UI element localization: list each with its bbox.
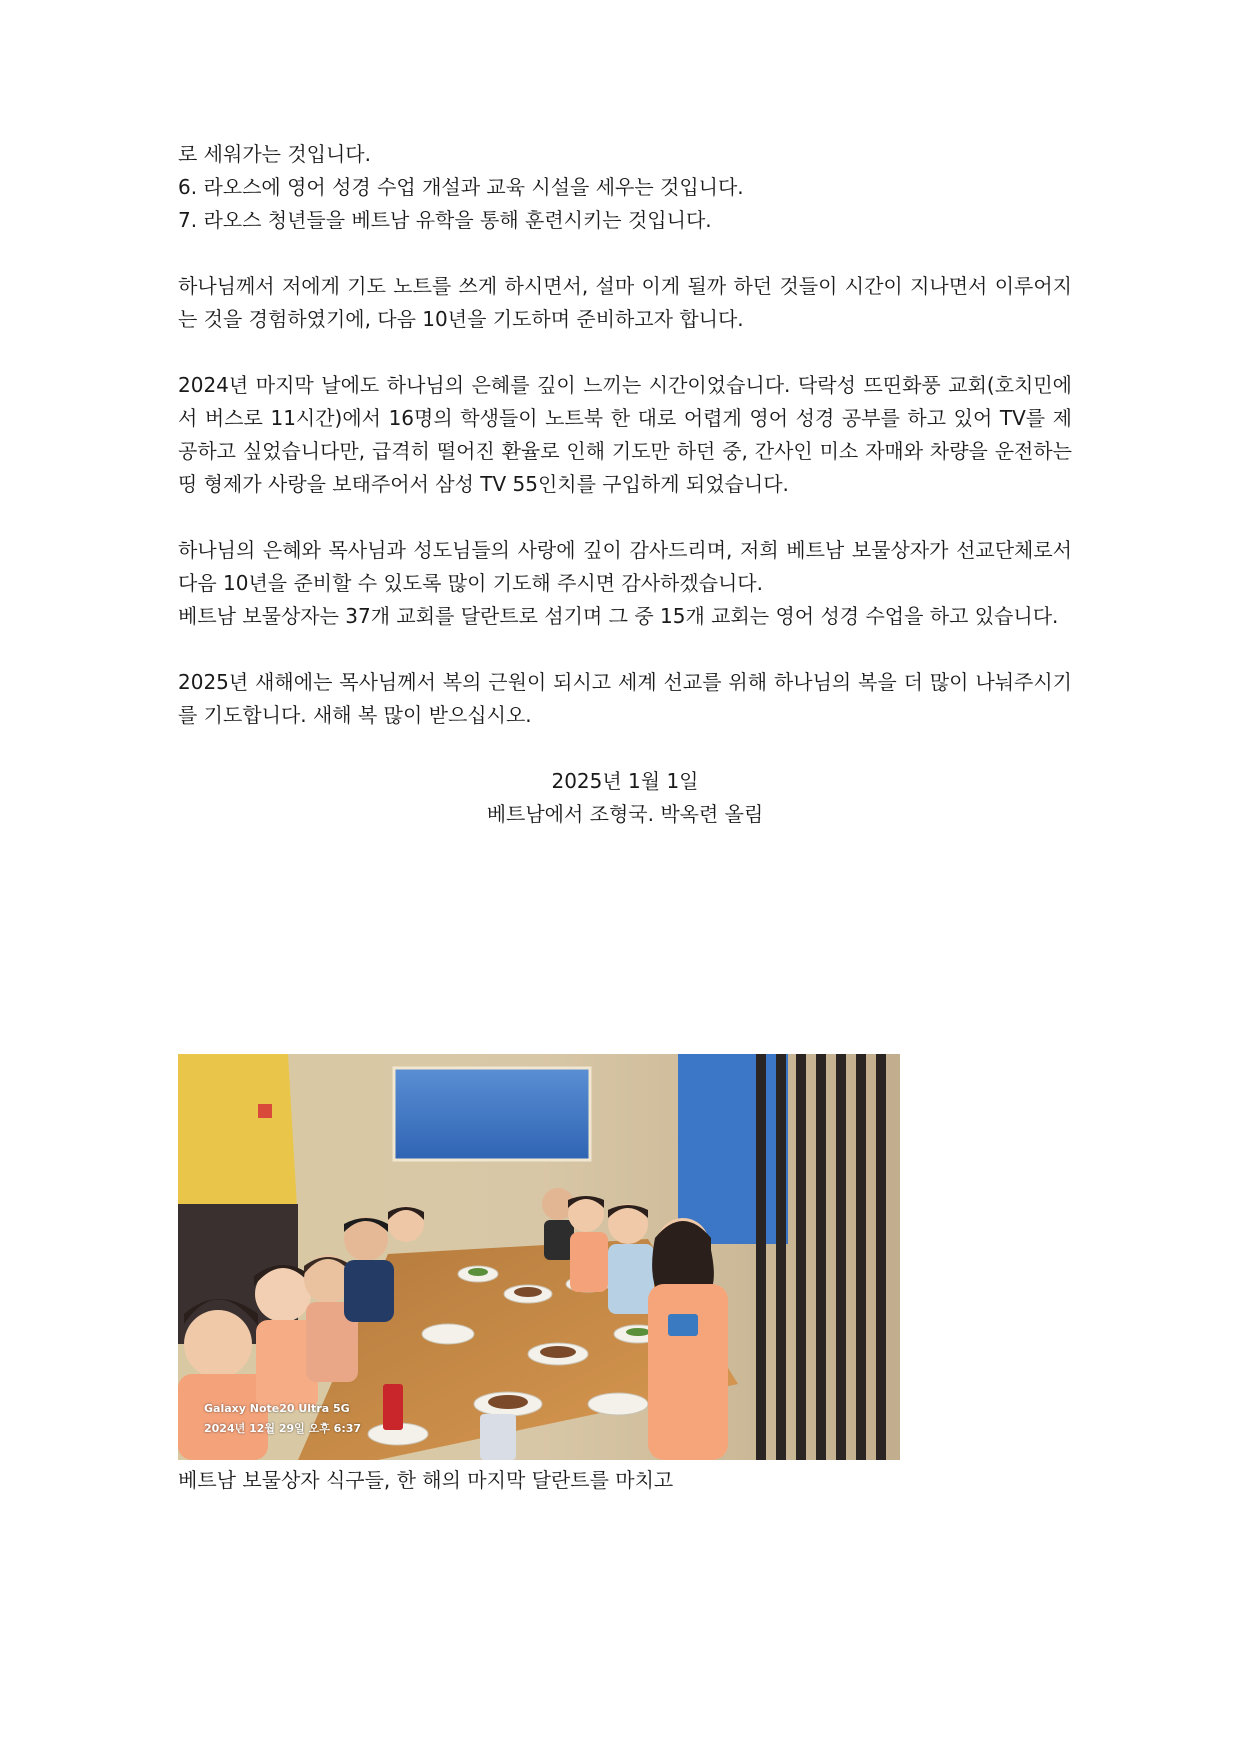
letter-date: 2025년 1월 1일	[551, 769, 699, 793]
list-line-continuation: 로 세워가는 것입니다.	[178, 142, 371, 166]
paragraph-gap	[178, 336, 1072, 369]
paragraph-last-day-2024: 2024년 마지막 날에도 하나님의 은혜를 깊이 느끼는 시간이었습니다. 닥락성 뜨띤화풍 교회(호치민에서 버스로 11시간)에서 16명의 학생들이 노트북 한 대로 어렵게 영어 성경 공부를 하고 있어 TV를 제공하고 싶었습니다만, 급격히 떨어진 환율로 인해 기도만 하던 중, 간사인 미소 자매와 차량을 운전하는 띵 형제가 사랑을 보태주어서 삼성 TV 55인치를 구입하게 되었습니다.	[178, 373, 1072, 496]
photo-watermark-device: Galaxy Note20 Ultra 5G	[204, 1402, 350, 1415]
paragraph-churches: 베트남 보물상자는 37개 교회를 달란트로 섬기며 그 중 15개 교회는 영어 성경 수업을 하고 있습니다.	[178, 604, 1059, 628]
list-item-7: 7. 라오스 청년들을 베트남 유학을 통해 훈련시키는 것입니다.	[178, 208, 712, 232]
paragraph-thanks: 하나님의 은혜와 목사님과 성도님들의 사랑에 깊이 감사드리며, 저희 베트남 보물상자가 선교단체로서 다음 10년을 준비할 수 있도록 많이 기도해 주시면 감사하겠습니다.	[178, 538, 1072, 595]
letter-body	[178, 138, 1072, 831]
paragraph-gap	[178, 633, 1072, 666]
paragraph-gap	[178, 501, 1072, 534]
group-photo-illustration	[178, 1054, 900, 1460]
paragraph-prayer-note: 하나님께서 저에게 기도 노트를 쓰게 하시면서, 설마 이게 될까 하던 것들이 시간이 지나면서 이루어지는 것을 경험하였기에, 다음 10년을 기도하며 준비하고자 합니다.	[178, 274, 1072, 331]
letter-signature: 베트남에서 조형국. 박옥련 올림	[486, 802, 764, 826]
paragraph-gap	[178, 237, 1072, 270]
photo-caption: 베트남 보물상자 식구들, 한 해의 마지막 달란트를 마치고	[178, 1468, 674, 1492]
group-photo	[178, 1054, 900, 1460]
paragraph-gap	[178, 732, 1072, 765]
paragraph-new-year: 2025년 새해에는 목사님께서 복의 근원이 되시고 세계 선교를 위해 하나님의 복을 더 많이 나눠주시기를 기도합니다. 새해 복 많이 받으십시오.	[178, 670, 1072, 727]
list-item-6: 6. 라오스에 영어 성경 수업 개설과 교육 시설을 세우는 것입니다.	[178, 175, 744, 199]
photo-watermark-timestamp: 2024년 12월 29일 오후 6:37	[204, 1422, 362, 1435]
